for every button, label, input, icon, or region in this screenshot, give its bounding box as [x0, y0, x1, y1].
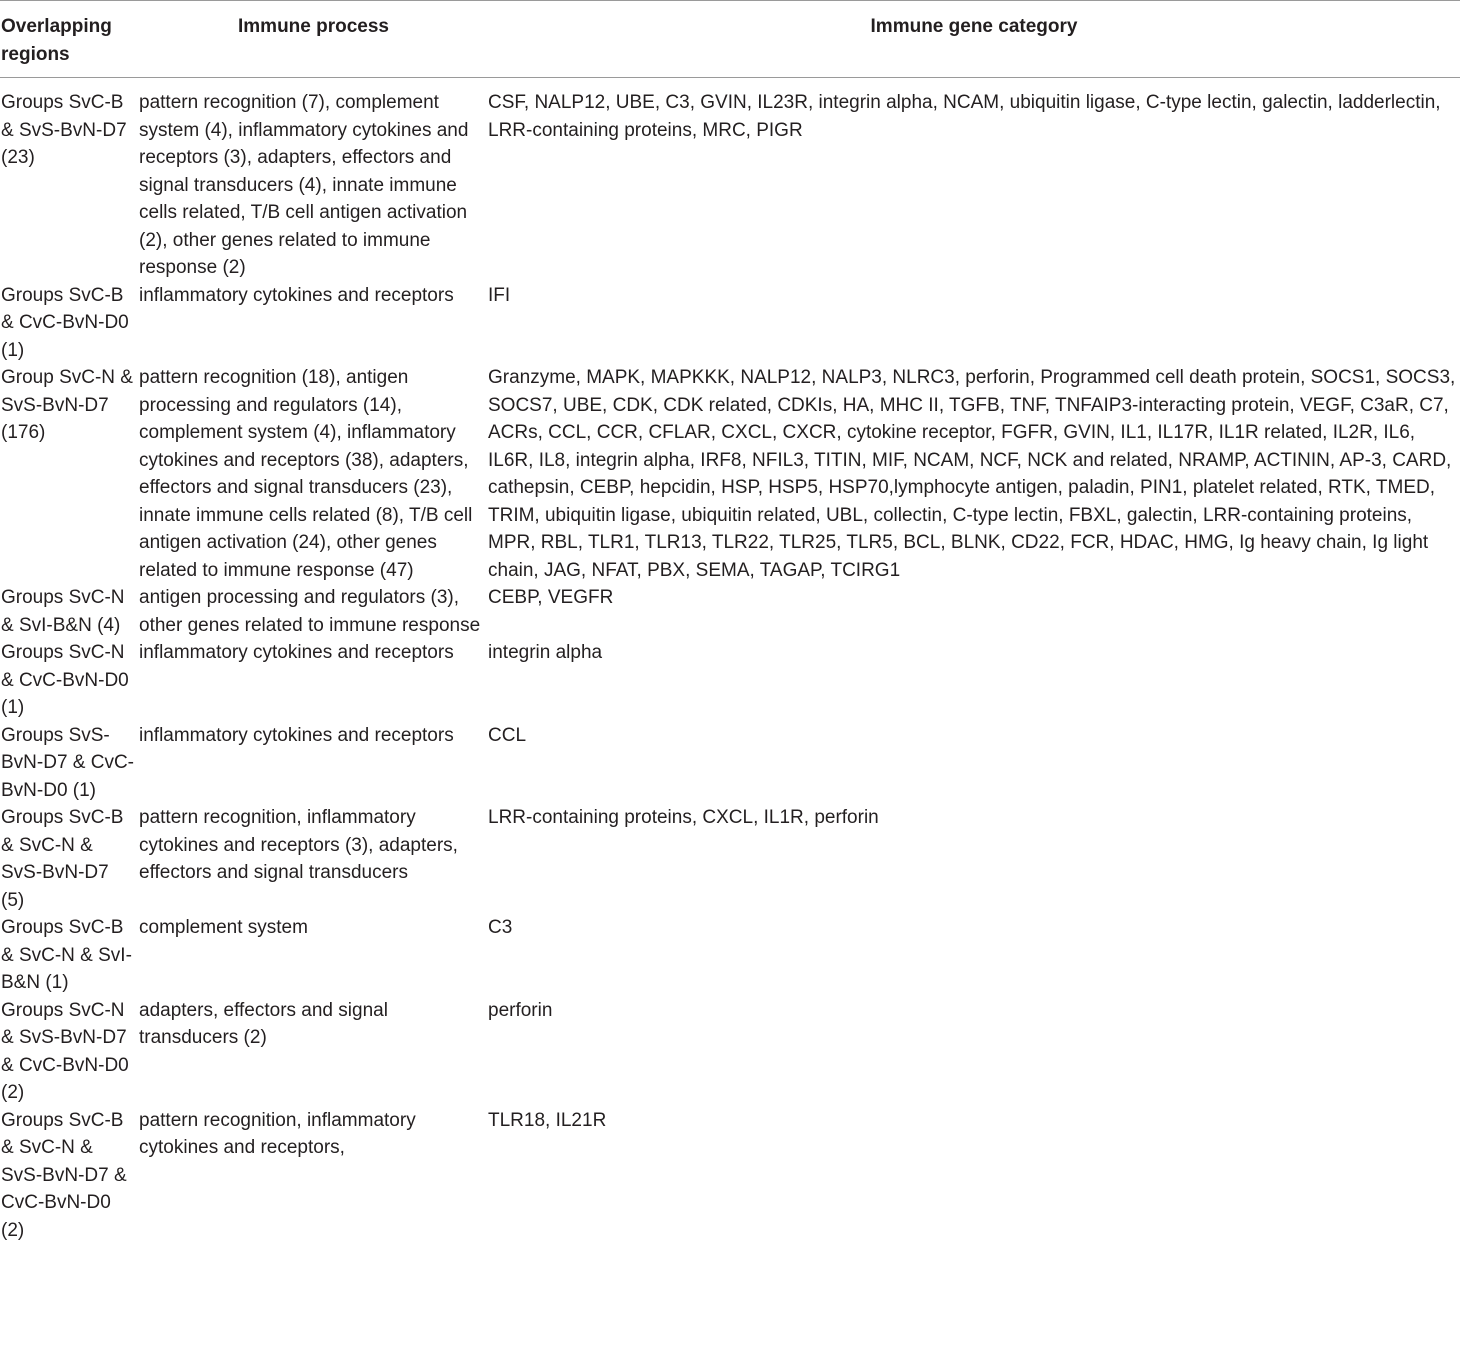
region-cell: Groups SvC-N & SvS-BvN-D7 & CvC-BvN-D0 (2): [1, 999, 129, 1103]
region-cell: Groups SvC-B & SvS-BvN-D7 (23): [1, 92, 127, 168]
table-row: [0, 364, 1460, 584]
table-row: [0, 584, 1460, 639]
genes-cell: C3: [488, 917, 513, 938]
process-cell: inflammatory cytokines and receptors: [139, 724, 454, 746]
table-header: [0, 1, 1460, 78]
genes-cell: perforin: [488, 999, 553, 1021]
header-overlapping-regions: Overlapping regions: [0, 1, 139, 78]
header-immune-gene-category: Immune gene category: [488, 1, 1460, 78]
process-cell: complement system: [139, 917, 308, 938]
region-cell: Groups SvS-BvN-D7 & CvC-BvN-D0 (1): [1, 724, 135, 801]
table-row: [0, 804, 1460, 914]
process-cell: pattern recognition (7), complement system (4), inflammatory cytokines and receptors (3), adapters, effectors and signal transducers (4), innate immune cells related, T/B cell antigen activation (2), other genes related to immune response (2): [139, 92, 469, 278]
region-cell: Group SvC-N & SvS-BvN-D7 (176): [1, 367, 133, 443]
process-cell: inflammatory cytokines and receptors: [139, 642, 454, 663]
genes-cell: IFI: [488, 284, 511, 306]
region-cell: Groups SvC-N & SvI-B&N (4): [1, 587, 125, 636]
process-cell: adapters, effectors and signal transducers (2): [139, 999, 388, 1048]
header-immune-process: Immune process: [139, 1, 488, 78]
region-cell: Groups SvC-B & SvC-N & SvI-B&N (1): [1, 917, 132, 993]
region-cell: Groups SvC-N & CvC-BvN-D0 (1): [1, 642, 129, 718]
region-cell: Groups SvC-B & SvC-N & SvS-BvN-D7 (5): [1, 807, 124, 911]
header-row: [0, 1, 1460, 78]
region-cell: Groups SvC-B & CvC-BvN-D0 (1): [1, 284, 129, 361]
genes-cell: Granzyme, MAPK, MAPKKK, NALP12, NALP3, NLRC3, perforin, Programmed cell death protein, SOCS1, SOCS3, SOCS7, UBE, CDK, CDK related, CDKIs, HA, MHC II, TGFB, TNF, TNFAIP3-interacting protein, VEGF, C3aR, C7, ACRs, CCL, CCR, CFLAR, CXCL, CXCR, cytokine receptor, FGFR, GVIN, IL1, IL17R, IL1R related, IL2R, IL6, IL6R, IL8, integrin alpha, IRF8, NFIL3, TITIN, MIF, NCAM, NCF, NCK and related, NRAMP, ACTININ, AP-3, CARD, cathepsin, CEBP, hepcidin, HSP, HSP5, HSP70,lymphocyte antigen, paladin, PIN1, platelet related, RTK, TMED, TRIM, ubiquitin ligase, ubiquitin related, UBL, collectin, C-type lectin, FBXL, galectin, LRR-containing proteins, MPR, RBL, TLR1, TLR13, TLR22, TLR25, TLR5, BCL, BLNK, CD22, FCR, HDAC, HMG, Ig heavy chain, Ig light chain, JAG, NFAT, PBX, SEMA, TAGAP, TCIRG1: [488, 367, 1456, 581]
genes-cell: CSF, NALP12, UBE, C3, GVIN, IL23R, integrin alpha, NCAM, ubiquitin ligase, C-type lectin, galectin, ladderlectin, LRR-containing proteins, MRC, PIGR: [488, 92, 1441, 141]
table-row: [0, 282, 1460, 365]
genes-cell: TLR18, IL21R: [488, 1109, 607, 1131]
table-row: [0, 639, 1460, 722]
table-body: [0, 78, 1460, 1245]
process-cell: pattern recognition, inflammatory cytokines and receptors (3), adapters, effectors and signal transducers: [139, 807, 458, 883]
process-cell: pattern recognition (18), antigen processing and regulators (14), complement system (4), inflammatory cytokines and receptors (38), adapters, effectors and signal transducers (23), innate immune cells related (8), T/B cell antigen activation (24), other genes related to immune response (47): [139, 367, 473, 581]
process-cell: inflammatory cytokines and receptors: [139, 284, 454, 306]
genes-cell: integrin alpha: [488, 642, 603, 663]
table-row: [0, 1107, 1460, 1245]
table-row: [0, 722, 1460, 805]
table-row: [0, 78, 1460, 282]
table-row: [0, 914, 1460, 997]
genes-cell: CEBP, VEGFR: [488, 587, 614, 608]
genes-cell: CCL: [488, 724, 527, 746]
process-cell: antigen processing and regulators (3), other genes related to immune response: [139, 587, 481, 636]
region-cell: Groups SvC-B & SvC-N & SvS-BvN-D7 & CvC-BvN-D0 (2): [1, 1109, 127, 1241]
process-cell: pattern recognition, inflammatory cytokines and receptors,: [139, 1109, 416, 1158]
table-row: [0, 997, 1460, 1107]
genes-cell: LRR-containing proteins, CXCL, IL1R, perforin: [488, 807, 879, 828]
